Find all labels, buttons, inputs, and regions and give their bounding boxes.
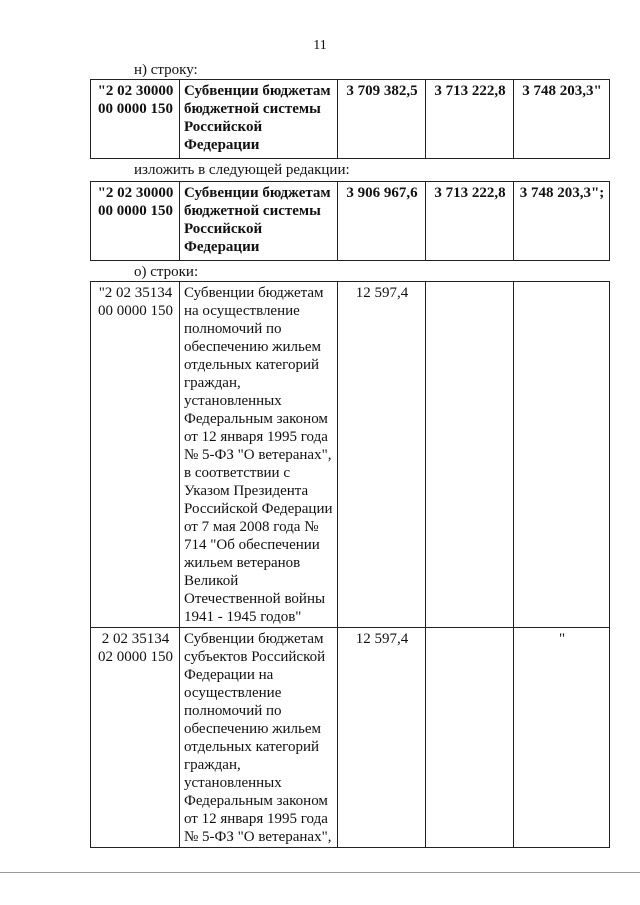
value-cell-1: 3 709 382,5 [338, 80, 426, 159]
heading-section-o: о) строки: [134, 264, 199, 280]
value-cell-3 [514, 282, 610, 628]
table-row [91, 182, 610, 261]
budget-code-cell: "2 02 30000 00 0000 150 [91, 182, 180, 261]
table-row [91, 628, 610, 848]
table-section-o [90, 281, 610, 848]
value-cell-1: 3 906 967,6 [338, 182, 426, 261]
description-cell: Субвенции бюджетам субъектов Российской Федерации на осуществление полномочий по обеспечению жильем отдельных категорий граждан, установленных Федеральным законом от 12 января 1995 года № 5-ФЗ "О ветеранах", [180, 628, 338, 848]
heading-section-n: н) строку: [134, 62, 198, 78]
value-cell-3: 3 748 203,3"; [514, 182, 610, 261]
description-cell: Субвенции бюджетам на осуществление полномочий по обеспечению жильем отдельных категорий граждан, установленных Федеральным законом от 12 января 1995 года № 5-ФЗ "О ветеранах", в соответствии с Указом Президента Российской Федерации от 7 мая 2008 года № 714 "Об обеспечении жильем ветеранов Великой Отечественной войны 1941 - 1945 годов" [180, 282, 338, 628]
page-number: 11 [313, 38, 327, 53]
table-row-old [90, 79, 610, 159]
table-row-new [90, 181, 610, 261]
value-cell-2 [426, 628, 514, 848]
budget-code-cell: 2 02 35134 02 0000 150 [91, 628, 180, 848]
description-cell: Субвенции бюджетам бюджетной системы Российской Федерации [180, 80, 338, 159]
value-cell-1: 12 597,4 [338, 628, 426, 848]
value-cell-2: 3 713 222,8 [426, 80, 514, 159]
table-row [91, 80, 610, 159]
value-cell-3: 3 748 203,3" [514, 80, 610, 159]
value-cell-3: " [514, 628, 610, 848]
value-cell-2 [426, 282, 514, 628]
budget-code-cell: "2 02 35134 00 0000 150 [91, 282, 180, 628]
budget-code-cell: "2 02 30000 00 0000 150 [91, 80, 180, 159]
replace-text: изложить в следующей редакции: [134, 162, 350, 178]
value-cell-1: 12 597,4 [338, 282, 426, 628]
description-cell: Субвенции бюджетам бюджетной системы Российской Федерации [180, 182, 338, 261]
table-row [91, 282, 610, 628]
value-cell-2: 3 713 222,8 [426, 182, 514, 261]
page-bottom-divider [0, 872, 640, 873]
